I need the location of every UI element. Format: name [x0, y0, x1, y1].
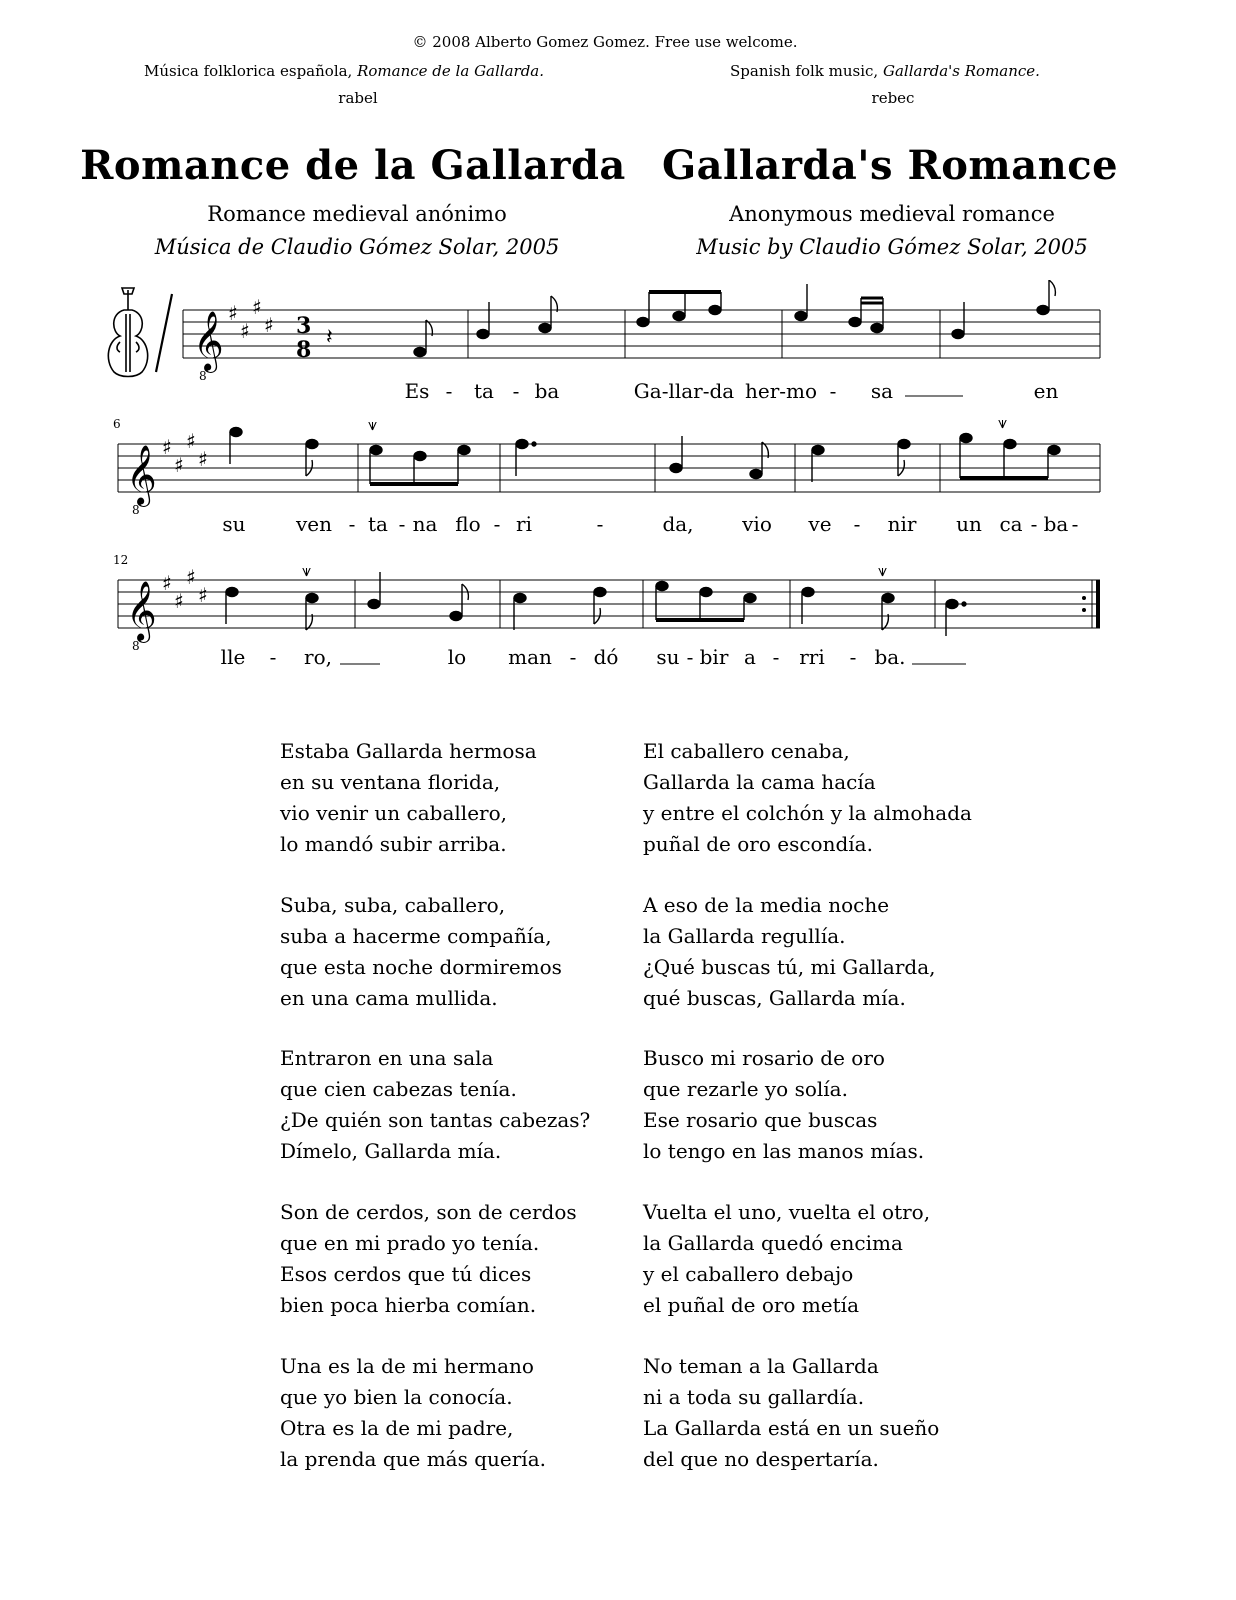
lyric-syllable: -: [853, 512, 861, 536]
verse-line: bien poca hierba comían.: [280, 1293, 537, 1317]
lyric-syllable: -: [348, 512, 356, 536]
stanza: [280, 1043, 590, 1167]
verse-line: en una cama mullida.: [280, 986, 498, 1010]
lyric-syllable: -: [512, 379, 520, 403]
header-left-title: Romance de la Gallarda.: [357, 62, 545, 80]
lyric-syllable: -: [569, 645, 577, 669]
lyric-syllable: rri: [799, 645, 825, 669]
verse-line: vio venir un caballero,: [280, 801, 507, 825]
lyric-syllable: -: [493, 512, 501, 536]
svg-text:♯: ♯: [252, 295, 262, 319]
verse-line: El caballero cenaba,: [643, 739, 850, 763]
rebec-icon: [108, 288, 172, 377]
stanza: [643, 1043, 924, 1167]
header-left: [144, 62, 544, 80]
svg-text:♯: ♯: [264, 313, 274, 337]
lyric-syllable: su: [656, 645, 680, 669]
lyric-syllable: -: [398, 512, 406, 536]
verse-line: lo mandó subir arriba.: [280, 832, 507, 856]
verse-line: la Gallarda quedó encima: [643, 1231, 903, 1255]
lyric-syllable: da,: [662, 512, 694, 536]
stanza: [280, 1351, 546, 1475]
verse-line: suba a hacerme compañía,: [280, 924, 552, 948]
stanza: [643, 1197, 930, 1321]
lyric-syllable: -: [829, 379, 837, 403]
measure-number-6: 6: [113, 417, 121, 431]
lyric-syllable: Ga-llar-da: [633, 379, 735, 403]
measure-number-12: 12: [113, 553, 129, 567]
spanish-title: Romance de la Gallarda: [80, 142, 626, 189]
svg-text:⩛: ⩛: [998, 413, 1008, 432]
lyric-syllable: ta: [368, 512, 388, 536]
lyric-syllable: ri: [516, 512, 532, 536]
clef-octave: 8: [199, 369, 207, 383]
spanish-subtitle: Romance medieval anónimo: [207, 202, 507, 226]
verse-line: que rezarle yo solía.: [643, 1077, 848, 1101]
verse-line: Busco mi rosario de oro: [643, 1046, 885, 1070]
lyric-syllable: -: [1071, 512, 1079, 536]
lyric-syllable: ba.: [874, 645, 906, 669]
stanza: [280, 890, 562, 1014]
lyric-syllable: ba: [534, 379, 560, 403]
english-composer: Music by Claudio Gómez Solar, 2005: [696, 235, 1088, 259]
lyric-syllable: na: [412, 512, 438, 536]
verse-line: Son de cerdos, son de cerdos: [280, 1200, 577, 1224]
verse-line: que cien cabezas tenía.: [280, 1077, 517, 1101]
svg-text:♯: ♯: [198, 447, 208, 471]
lyric-syllable: vio: [742, 512, 772, 536]
treble-clef-icon-2: 𝄞: [126, 445, 157, 505]
notes-system-3: [226, 561, 966, 636]
lyric-syllable: -: [445, 379, 453, 403]
lyric-syllable: -: [269, 645, 277, 669]
lyric-syllable: Es: [404, 379, 430, 403]
verse-line: que esta noche dormiremos: [280, 955, 562, 979]
stanza: [643, 890, 936, 1014]
verse-line: No teman a la Gallarda: [643, 1354, 879, 1378]
verse-line: ¿De quién son tantas cabezas?: [280, 1108, 591, 1132]
verse-line: ¿Qué buscas tú, mi Gallarda,: [643, 955, 936, 979]
verse-line: Gallarda la cama hacía: [643, 770, 876, 794]
svg-text:♯: ♯: [174, 453, 184, 477]
verse-line: y el caballero debajo: [643, 1262, 854, 1286]
lyric-syllable: sa: [870, 379, 894, 403]
header-right-prefix: Spanish folk music,: [730, 62, 879, 80]
verse-line: Vuelta el uno, vuelta el otro,: [643, 1200, 931, 1224]
verse-line: La Gallarda está en un sueño: [643, 1416, 940, 1440]
time-sig-top: 3: [296, 313, 312, 339]
verse-line: el puñal de oro metía: [643, 1293, 859, 1317]
svg-text:♯: ♯: [198, 583, 208, 607]
verse-line: qué buscas, Gallarda mía.: [643, 986, 906, 1010]
verse-line: Entraron en una sala: [280, 1046, 494, 1070]
verse-line: la Gallarda regullía.: [643, 924, 846, 948]
music-score: [0, 280, 1236, 680]
verse-line: Dímelo, Gallarda mía.: [280, 1139, 502, 1163]
stanza: [643, 1351, 939, 1475]
verse-line: Estaba Gallarda hermosa: [280, 739, 537, 763]
lyric-syllable: -: [1030, 512, 1038, 536]
lyric-syllable: bir: [699, 645, 729, 669]
header-left-instrument: rabel: [338, 89, 378, 107]
key-signature-2: [162, 429, 208, 477]
svg-text:𝄽: 𝄽: [326, 325, 333, 350]
lyric-syllable: man: [508, 645, 552, 669]
verse-line: Una es la de mi hermano: [280, 1354, 534, 1378]
lyric-syllable: dó: [593, 645, 619, 669]
lyric-syllable: ta: [474, 379, 494, 403]
svg-text:⩛: ⩛: [302, 561, 312, 580]
copyright-line: © 2008 Alberto Gomez Gomez. Free use welcome.: [412, 33, 798, 51]
verse-line: y entre el colchón y la almohada: [643, 801, 972, 825]
verse-line: en su ventana florida,: [280, 770, 501, 794]
verse-line: Otra es la de mi padre,: [280, 1416, 514, 1440]
header-right-title: Gallarda's Romance.: [882, 62, 1040, 80]
lyric-syllable: ve: [808, 512, 832, 536]
svg-text:♯: ♯: [174, 589, 184, 613]
verse-line: del que no despertaría.: [643, 1447, 879, 1471]
lyric-syllable: ba: [1043, 512, 1069, 536]
lyric-syllable: su: [222, 512, 246, 536]
lyric-syllable: ven: [295, 512, 333, 536]
header-left-prefix: Música folklorica española,: [144, 62, 353, 80]
stanza: [280, 736, 537, 860]
verse-line: A eso de la media noche: [643, 893, 890, 917]
svg-text:♯: ♯: [162, 571, 172, 595]
repeat-dot-top: [1082, 596, 1086, 600]
key-signature-3: [162, 565, 208, 613]
header-right-instrument: rebec: [871, 89, 915, 107]
lyric-syllable: un: [956, 512, 982, 536]
lyric-syllable: -: [596, 512, 604, 536]
lyric-syllable: nir: [887, 512, 917, 536]
lyric-syllable: flo: [455, 512, 481, 536]
repeat-dot-bottom: [1082, 608, 1086, 612]
clef-octave-3: 8: [132, 639, 140, 653]
svg-text:♯: ♯: [186, 429, 196, 453]
lyric-syllable: -: [686, 645, 694, 669]
notes-system-2: [230, 413, 1060, 484]
notes-system-1: [326, 280, 1055, 357]
english-title: Gallarda's Romance: [661, 142, 1119, 189]
lyric-syllable: her-mo: [744, 379, 818, 403]
svg-text:♯: ♯: [240, 319, 250, 343]
verse-line: que yo bien la conocía.: [280, 1385, 513, 1409]
svg-text:♯: ♯: [228, 301, 238, 325]
treble-clef-icon: 𝄞: [193, 311, 224, 371]
english-subtitle: Anonymous medieval romance: [729, 202, 1055, 226]
spanish-composer: Música de Claudio Gómez Solar, 2005: [154, 235, 560, 259]
treble-clef-icon-3: 𝄞: [126, 581, 157, 641]
stanza: [280, 1197, 577, 1321]
lyric-syllable: lle: [220, 645, 246, 669]
verse-line: Suba, suba, caballero,: [280, 893, 506, 917]
svg-text:⩛: ⩛: [878, 561, 888, 580]
verse-line: que en mi prado yo tenía.: [280, 1231, 540, 1255]
header-right: [730, 62, 1040, 80]
lyric-syllable: ca: [999, 512, 1023, 536]
lyric-syllable: lo: [447, 645, 467, 669]
lyric-syllable: en: [1033, 379, 1059, 403]
stanza: [643, 736, 972, 860]
verse-line: la prenda que más quería.: [280, 1447, 546, 1471]
svg-text:♯: ♯: [186, 565, 196, 589]
lyric-syllable: -: [772, 645, 780, 669]
svg-text:⩛: ⩛: [368, 415, 378, 434]
svg-text:♯: ♯: [162, 435, 172, 459]
lyric-syllable: -: [849, 645, 857, 669]
clef-octave-2: 8: [132, 503, 140, 517]
verse-line: puñal de oro escondía.: [643, 832, 873, 856]
verse-line: lo tengo en las manos mías.: [643, 1139, 925, 1163]
verse-line: Esos cerdos que tú dices: [280, 1262, 532, 1286]
time-sig-bottom: 8: [296, 337, 312, 363]
verse-line: ni a toda su gallardía.: [643, 1385, 865, 1409]
lyric-syllable: ro,: [304, 645, 332, 669]
lyric-syllable: a: [744, 645, 756, 669]
key-signature: [228, 295, 274, 343]
verse-line: Ese rosario que buscas: [643, 1108, 878, 1132]
staff-system-2: [118, 444, 1100, 492]
